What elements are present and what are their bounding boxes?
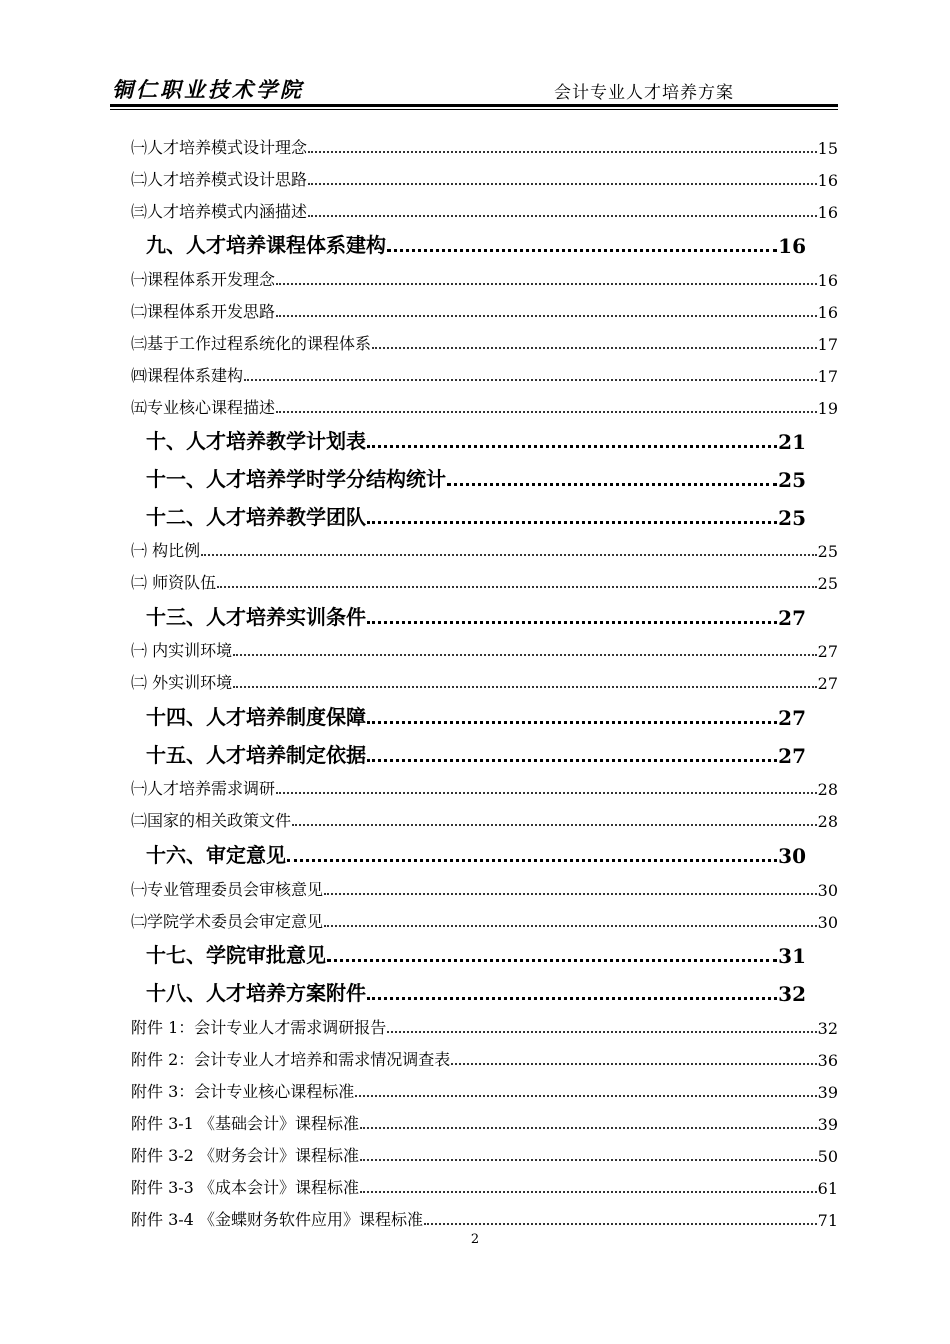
toc-chapter-entry[interactable] — [146, 464, 806, 492]
toc-chapter-entry[interactable] — [146, 840, 806, 868]
toc-entry-label: ㈠人才培养模式设计理念 — [131, 138, 308, 157]
toc-chapter-entry[interactable] — [146, 230, 806, 258]
toc-entry-label: 十三、人才培养实训条件 — [146, 605, 366, 629]
toc-entry[interactable] — [131, 777, 838, 799]
toc-entry-page: 71 — [817, 1211, 838, 1230]
toc-dot-leader — [244, 379, 817, 381]
toc-entry-page: 16 — [817, 271, 838, 290]
toc-entry-page: 16 — [778, 234, 806, 258]
toc-dot-leader — [387, 1031, 816, 1033]
toc-entry[interactable] — [131, 1208, 838, 1230]
toc-entry[interactable] — [131, 364, 838, 386]
toc-dot-leader — [324, 925, 817, 927]
toc-entry-label: 附件 3：会计专业核心课程标准 — [131, 1082, 355, 1101]
toc-entry-label: 十六、审定意见 — [146, 843, 286, 867]
toc-entry-page: 25 — [778, 468, 806, 492]
toc-dot-leader — [217, 586, 817, 588]
toc-entry[interactable] — [131, 878, 838, 900]
toc-entry-label: ㈣课程体系建构 — [131, 366, 244, 385]
toc-dot-leader — [287, 859, 777, 862]
toc-entry-page: 16 — [817, 203, 838, 222]
toc-entry-page: 17 — [817, 367, 838, 386]
toc-entry-page: 21 — [778, 430, 806, 454]
toc-chapter-entry[interactable] — [146, 940, 806, 968]
toc-entry-page: 27 — [817, 642, 838, 661]
toc-entry-label: ㈡学院学术委员会审定意见 — [131, 912, 324, 931]
toc-entry-page: 25 — [817, 542, 838, 561]
toc-entry-page: 25 — [778, 506, 806, 530]
toc-dot-leader — [308, 151, 817, 153]
toc-entry-label: 附件 3-1 《基础会计》课程标准 — [131, 1114, 359, 1133]
toc-entry[interactable] — [131, 809, 838, 831]
toc-dot-leader — [372, 347, 817, 349]
toc-entry-page: 32 — [778, 982, 806, 1006]
toc-entry[interactable] — [131, 539, 838, 561]
toc-chapter-entry[interactable] — [146, 978, 806, 1006]
toc-entry-page: 39 — [817, 1115, 838, 1134]
toc-dot-leader — [367, 521, 777, 524]
toc-entry-page: 28 — [817, 780, 838, 799]
toc-dot-leader — [355, 1095, 816, 1097]
toc-entry-label: 附件 3-2 《财务会计》课程标准 — [131, 1146, 359, 1165]
toc-entry-page: 16 — [817, 171, 838, 190]
page-number: 2 — [470, 1232, 480, 1247]
toc-entry[interactable] — [131, 671, 838, 693]
toc-entry-page: 32 — [817, 1019, 838, 1038]
toc-entry-page: 25 — [817, 574, 838, 593]
toc-dot-leader — [201, 554, 817, 556]
document-title: 会计专业人才培养方案 — [554, 83, 734, 103]
toc-entry-label: 十二、人才培养教学团队 — [146, 505, 366, 529]
toc-entry-label: 九、人才培养课程体系建构 — [146, 233, 386, 257]
toc-entry-page: 27 — [817, 674, 838, 693]
toc-entry[interactable] — [131, 639, 838, 661]
toc-dot-leader — [308, 183, 817, 185]
toc-dot-leader — [276, 411, 817, 413]
toc-dot-leader — [367, 621, 777, 624]
toc-dot-leader — [451, 1063, 816, 1065]
toc-chapter-entry[interactable] — [146, 702, 806, 730]
toc-entry-page: 30 — [778, 844, 806, 868]
toc-entry[interactable] — [131, 1016, 838, 1038]
toc-dot-leader — [276, 792, 817, 794]
toc-entry-page: 27 — [778, 744, 806, 768]
toc-entry-label: ㈡课程体系开发思路 — [131, 302, 276, 321]
toc-entry[interactable] — [131, 1048, 838, 1070]
toc-dot-leader — [367, 997, 777, 1000]
toc-dot-leader — [233, 686, 817, 688]
school-name: 铜仁职业技术学院 — [112, 78, 304, 102]
toc-entry-label: ㈤专业核心课程描述 — [131, 398, 276, 417]
toc-entry-page: 30 — [817, 881, 838, 900]
toc-entry-label: ㈠ 内实训环境 — [131, 641, 233, 660]
toc-dot-leader — [360, 1127, 817, 1129]
toc-dot-leader — [276, 283, 817, 285]
toc-entry-page: 19 — [817, 399, 838, 418]
toc-entry-label: ㈠课程体系开发理念 — [131, 270, 276, 289]
toc-entry[interactable] — [131, 136, 838, 158]
toc-chapter-entry[interactable] — [146, 426, 806, 454]
toc-chapter-entry[interactable] — [146, 602, 806, 630]
toc-entry[interactable] — [131, 332, 838, 354]
toc-entry[interactable] — [131, 1144, 838, 1166]
toc-entry-page: 17 — [817, 335, 838, 354]
toc-entry[interactable] — [131, 396, 838, 418]
toc-dot-leader — [424, 1223, 817, 1225]
toc-entry-label: 十七、学院审批意见 — [146, 943, 326, 967]
toc-entry-page: 39 — [817, 1083, 838, 1102]
toc-entry-page: 16 — [817, 303, 838, 322]
toc-entry-page: 27 — [778, 706, 806, 730]
toc-dot-leader — [387, 249, 777, 252]
toc-dot-leader — [360, 1191, 817, 1193]
toc-entry-label: 附件 3-4 《金蝶财务软件应用》课程标准 — [131, 1210, 423, 1229]
toc-entry-label: ㈡ 外实训环境 — [131, 673, 233, 692]
toc-dot-leader — [292, 824, 817, 826]
toc-entry-label: 附件 2：会计专业人才培养和需求情况调查表 — [131, 1050, 451, 1069]
toc-entry[interactable] — [131, 910, 838, 932]
toc-entry-page: 31 — [778, 944, 806, 968]
toc-entry[interactable] — [131, 268, 838, 290]
toc-entry-label: 十一、人才培养学时学分结构统计 — [146, 467, 446, 491]
toc-dot-leader — [367, 445, 777, 448]
toc-entry-label: 附件 3-3 《成本会计》课程标准 — [131, 1178, 359, 1197]
toc-entry[interactable] — [131, 1176, 838, 1198]
toc-entry[interactable] — [131, 300, 838, 322]
toc-entry-page: 28 — [817, 812, 838, 831]
toc-entry-label: 十五、人才培养制定依据 — [146, 743, 366, 767]
toc-entry[interactable] — [131, 1112, 838, 1134]
toc-dot-leader — [360, 1159, 817, 1161]
toc-entry-page: 50 — [817, 1147, 838, 1166]
toc-dot-leader — [233, 654, 817, 656]
toc-entry-label: ㈢基于工作过程系统化的课程体系 — [131, 334, 372, 353]
toc-entry-label: ㈠专业管理委员会审核意见 — [131, 880, 324, 899]
toc-dot-leader — [327, 959, 777, 962]
toc-dot-leader — [447, 483, 777, 486]
toc-chapter-entry[interactable] — [146, 740, 806, 768]
toc-dot-leader — [367, 759, 777, 762]
toc-entry-page: 15 — [817, 139, 838, 158]
toc-dot-leader — [367, 721, 777, 724]
toc-entry[interactable] — [131, 200, 838, 222]
toc-dot-leader — [308, 215, 817, 217]
toc-entry[interactable] — [131, 168, 838, 190]
toc-entry-label: 十四、人才培养制度保障 — [146, 705, 366, 729]
toc-entry-label: ㈡ 师资队伍 — [131, 573, 217, 592]
toc-dot-leader — [324, 893, 817, 895]
toc-entry-page: 61 — [817, 1179, 838, 1198]
toc-entry-label: ㈡国家的相关政策文件 — [131, 811, 292, 830]
toc-entry-label: 附件 1：会计专业人才需求调研报告 — [131, 1018, 387, 1037]
toc-entry-label: ㈠人才培养需求调研 — [131, 779, 276, 798]
toc-dot-leader — [276, 315, 817, 317]
toc-entry-label: 十、人才培养教学计划表 — [146, 429, 366, 453]
toc-entry-label: ㈡人才培养模式设计思路 — [131, 170, 308, 189]
toc-entry-label: ㈢人才培养模式内涵描述 — [131, 202, 308, 221]
toc-entry-label: 十八、人才培养方案附件 — [146, 981, 366, 1005]
toc-entry-page: 27 — [778, 606, 806, 630]
toc-chapter-entry[interactable] — [146, 502, 806, 530]
toc-entry-page: 30 — [817, 913, 838, 932]
toc-entry[interactable] — [131, 571, 838, 593]
toc-entry[interactable] — [131, 1080, 838, 1102]
toc-entry-page: 36 — [817, 1051, 838, 1070]
toc-entry-label: ㈠ 构比例 — [131, 541, 201, 560]
